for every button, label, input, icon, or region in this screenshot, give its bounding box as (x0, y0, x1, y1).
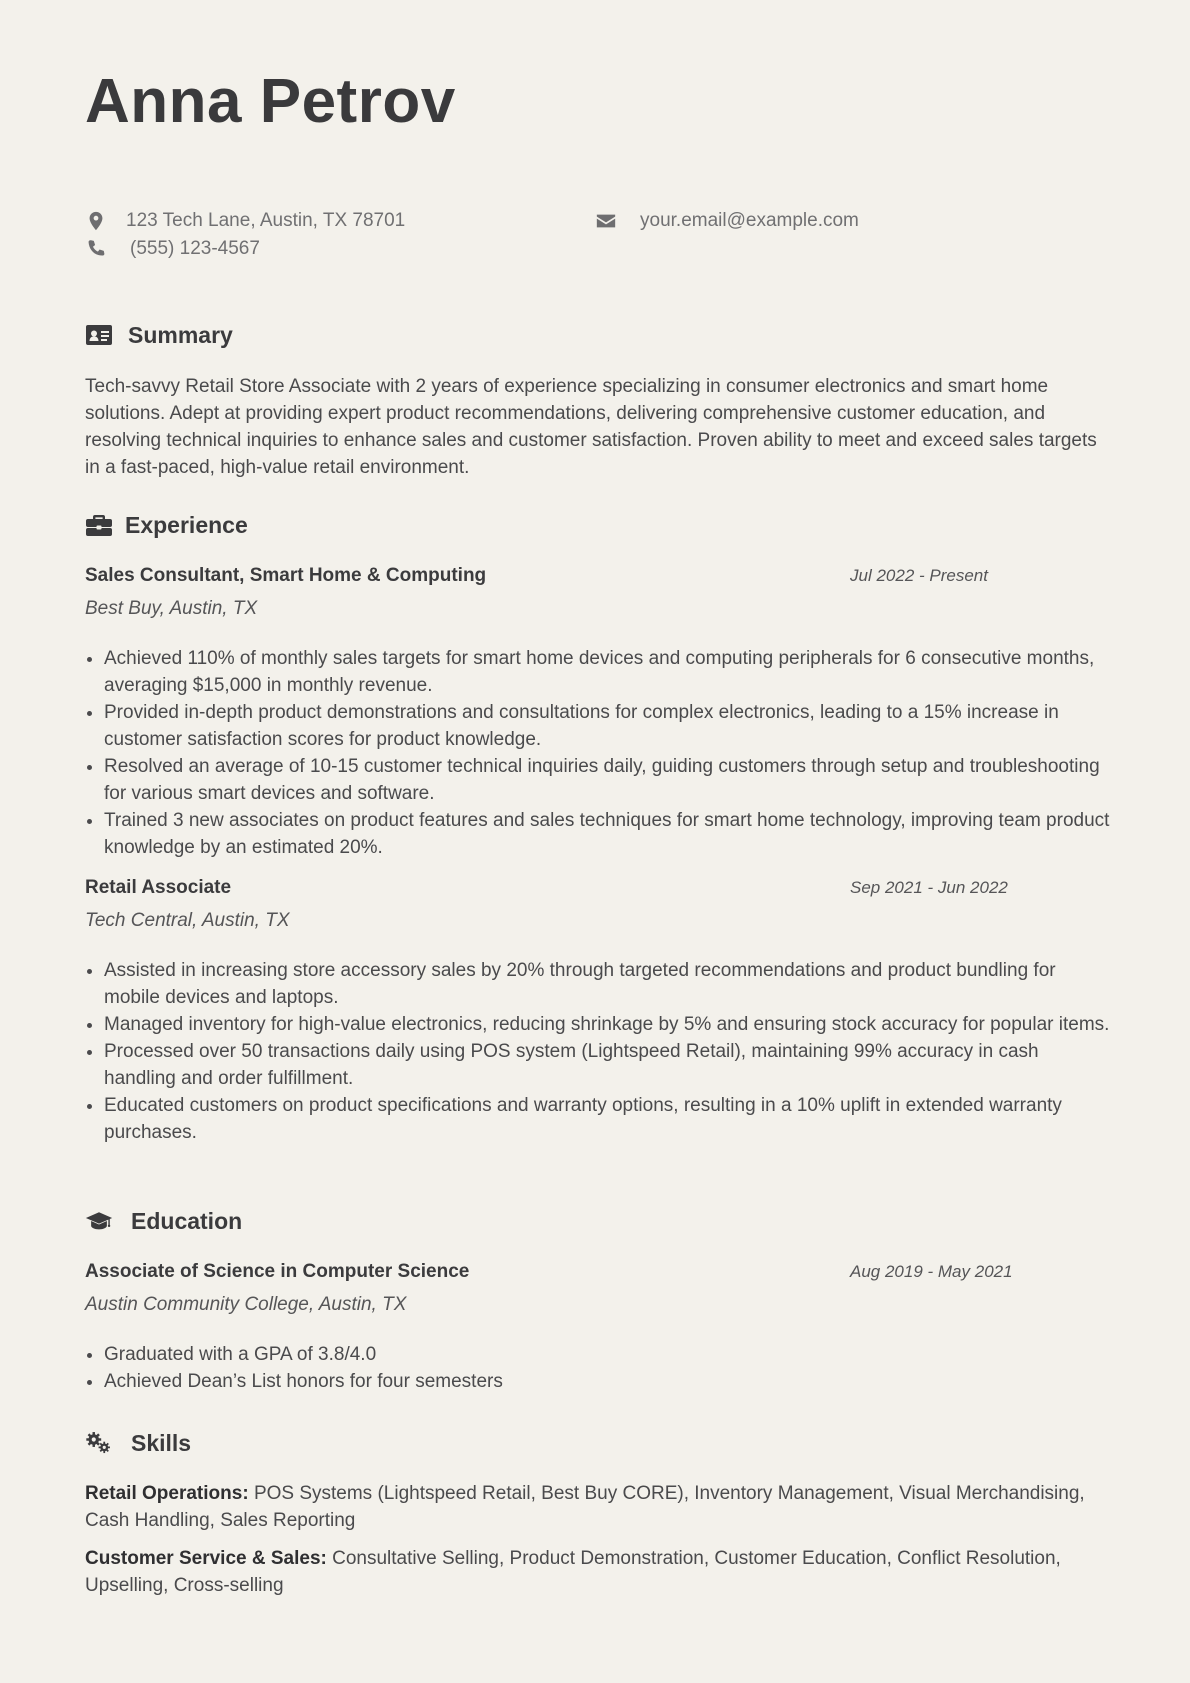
list-item: Educated customers on product specifications and warranty options, resulting in a 10% uplift in extended warranty purchases. (85, 1092, 1110, 1146)
email-text[interactable]: your.email@example.com (640, 210, 859, 231)
education-title: Education (131, 1207, 243, 1234)
job-company: Tech Central, Austin, TX (85, 910, 290, 931)
education-dates: Aug 2019 - May 2021 (850, 1262, 1013, 1281)
skill-group-label: Customer Service & Sales: (85, 1548, 327, 1569)
list-item: Managed inventory for high-value electronics, reducing shrinkage by 5% and ensuring stock accuracy for popular items. (85, 1011, 1110, 1038)
job-bullets (85, 645, 1110, 861)
graduation-cap-icon (85, 1207, 116, 1235)
job-dates: Jul 2022 - Present (850, 566, 988, 585)
envelope-icon (595, 210, 617, 232)
job-company: Best Buy, Austin, TX (85, 598, 258, 619)
list-item: Processed over 50 transactions daily using POS system (Lightspeed Retail), maintaining 99% accuracy in cash handling and order fulfillment. (85, 1038, 1110, 1092)
summary-heading (85, 321, 233, 349)
skill-group (85, 1480, 1110, 1534)
contact-address (85, 210, 405, 232)
phone-icon (85, 238, 107, 260)
map-marker-icon (85, 210, 107, 232)
skill-group-items: Consultative Selling, Product Demonstration, Customer Education, Conflict Resolution, Upselling, Cross-selling (85, 1548, 1061, 1596)
degree-title: Associate of Science in Computer Science (85, 1261, 470, 1282)
cogs-icon (85, 1429, 116, 1457)
skill-group-items: POS Systems (Lightspeed Retail, Best Buy CORE), Inventory Management, Visual Merchandising, Cash Handling, Sales Reporting (85, 1483, 1085, 1531)
experience-heading (85, 511, 248, 539)
education-bullets (85, 1341, 1110, 1395)
experience-title: Experience (125, 511, 248, 538)
school-name: Austin Community College, Austin, TX (85, 1294, 407, 1315)
education-heading (85, 1207, 242, 1235)
job-title: Retail Associate (85, 877, 232, 898)
summary-title: Summary (128, 321, 233, 348)
job-bullets (85, 957, 1110, 1146)
list-item: Graduated with a GPA of 3.8/4.0 (85, 1341, 1110, 1368)
list-item: Trained 3 new associates on product features and sales techniques for smart home technology, improving team product knowledge by an estimated 20%. (85, 807, 1110, 861)
list-item: Resolved an average of 10-15 customer technical inquiries daily, guiding customers through setup and troubleshooting for various smart devices and software. (85, 753, 1110, 807)
summary-text: Tech-savvy Retail Store Associate with 2 years of experience specializing in consumer electronics and smart home solutions. Adept at providing expert product recommendations, delivering comprehensive customer education, and resolving technical inquiries to enhance sales and customer satisfaction. Proven ability to meet and exceed sales targets in a fast-paced, high-value retail environment. (85, 376, 1097, 478)
list-item: Assisted in increasing store accessory sales by 20% through targeted recommendations and product bundling for mobile devices and laptops. (85, 957, 1110, 1011)
list-item: Achieved Dean’s List honors for four semesters (85, 1368, 1110, 1395)
address-text: 123 Tech Lane, Austin, TX 78701 (126, 210, 406, 231)
skills-heading (85, 1429, 191, 1457)
candidate-name: Anna Petrov (85, 67, 456, 136)
briefcase-icon (85, 511, 110, 539)
phone-text[interactable]: (555) 123-4567 (130, 238, 260, 259)
list-item: Provided in-depth product demonstrations and consultations for complex electronics, leading to a 15% increase in customer satisfaction scores for product knowledge. (85, 699, 1110, 753)
contact-email[interactable] (595, 210, 859, 232)
skill-group-label: Retail Operations: (85, 1483, 249, 1504)
list-item: Achieved 110% of monthly sales targets for smart home devices and computing peripherals for 6 consecutive months, averaging $15,000 in monthly revenue. (85, 645, 1110, 699)
job-dates: Sep 2021 - Jun 2022 (850, 878, 1008, 897)
skills-title: Skills (131, 1429, 192, 1456)
id-card-icon (85, 321, 113, 349)
skill-group (85, 1545, 1110, 1599)
contact-phone[interactable] (85, 238, 260, 260)
job-title: Sales Consultant, Smart Home & Computing (85, 565, 487, 586)
